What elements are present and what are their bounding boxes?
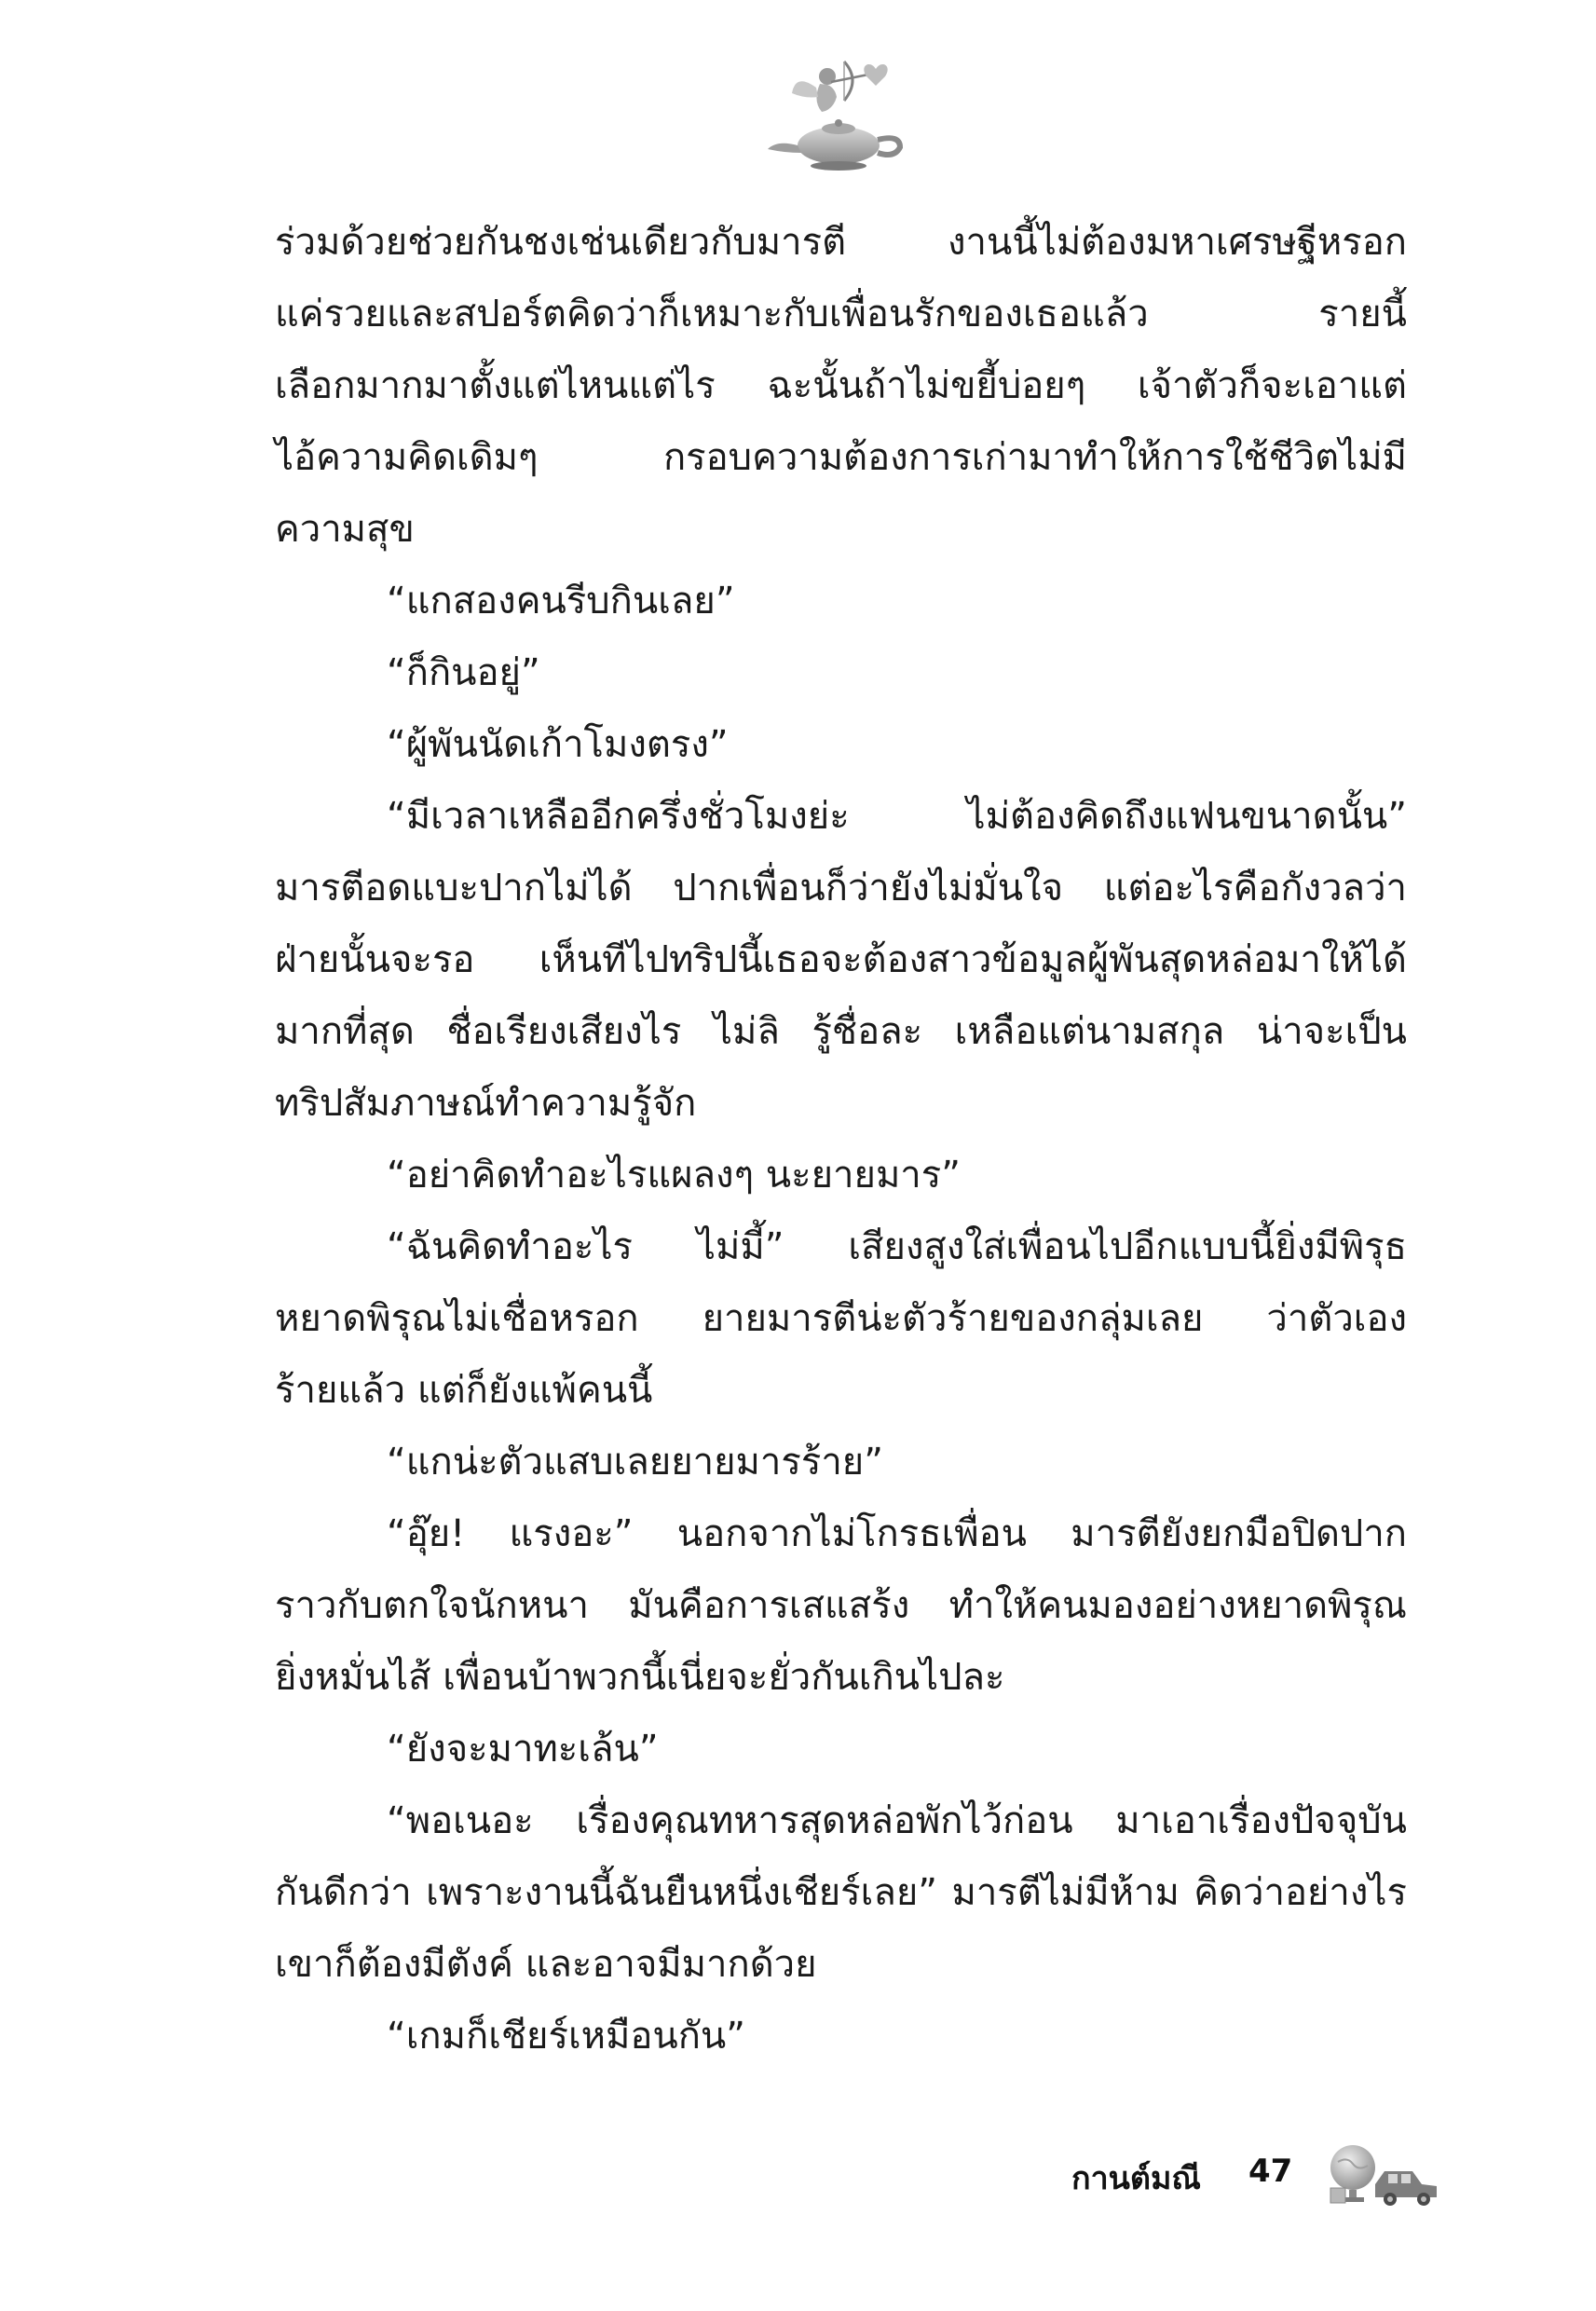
- text-line: หยาดพิรุณไม่เชื่อหรอก ยายมารตีน่ะตัวร้ายของกลุ่มเลย ว่าตัวเอง: [275, 1297, 1407, 1340]
- body-text: [275, 207, 1407, 2072]
- text-line: “แกน่ะตัวแสบเลยยายมารร้าย”: [387, 1441, 883, 1484]
- text-line: ร่วมด้วยช่วยกันชงเช่นเดียวกับมารตี งานนี้ไม่ต้องมหาเศรษฐีหรอก: [275, 221, 1407, 264]
- text-line: แค่รวยและสปอร์ตคิดว่าก็เหมาะกับเพื่อนรักของเธอแล้ว รายนี้: [275, 293, 1407, 335]
- page-number: 47: [1248, 2153, 1293, 2190]
- page-footer: [1071, 2136, 1463, 2210]
- text-line: “มีเวลาเหลืออีกครึ่งชั่วโมงย่ะ ไม่ต้องคิดถึงแฟนขนาดนั้น”: [387, 795, 1407, 838]
- text-line: ร้ายแล้ว แต่ก็ยังแพ้คนนี้: [275, 1369, 653, 1412]
- book-title: กานต์มณี: [1071, 2160, 1201, 2197]
- text-line: “อย่าคิดทำอะไรแผลงๆ นะยายมาร”: [387, 1154, 961, 1197]
- text-line: ไอ้ความคิดเดิมๆ กรอบความต้องการเก่ามาทำให้การใช้ชีวิตไม่มี: [275, 436, 1407, 479]
- cupid-teapot-icon: [764, 56, 913, 177]
- text-line: “พอเนอะ เรื่องคุณทหารสุดหล่อพักไว้ก่อน มาเอาเรื่องปัจจุบัน: [387, 1799, 1407, 1842]
- text-line: “อุ๊ย! แรงอะ” นอกจากไม่โกรธเพื่อน มารตียังยกมือปิดปาก: [387, 1512, 1407, 1555]
- text-line: “ผู้พันนัดเก้าโมงตรง”: [387, 723, 729, 766]
- globe-toy-car-icon: [1323, 2136, 1444, 2210]
- text-line: ทริปสัมภาษณ์ทำความรู้จัก: [275, 1082, 697, 1125]
- text-line: “ฉันคิดทำอะไร ไม่มี้” เสียงสูงใส่เพื่อนไปอีกแบบนี้ยิ่งมีพิรุธ: [387, 1225, 1407, 1268]
- text-line: กันดีกว่า เพราะงานนี้ฉันยืนหนึ่งเชียร์เลย” มารตีไม่มีห้าม คิดว่าอย่างไร: [275, 1871, 1407, 1914]
- text-line: “ยังจะมาทะเล้น”: [387, 1728, 659, 1771]
- text-line: เขาก็ต้องมีตังค์ และอาจมีมากด้วย: [275, 1943, 817, 1986]
- text-line: มารตีอดแบะปากไม่ได้ ปากเพื่อนก็ว่ายังไม่มั่นใจ แต่อะไรคือกังวลว่า: [275, 867, 1407, 909]
- text-line: “แกสองคนรีบกินเลย”: [387, 580, 735, 622]
- text-line: ความสุข: [275, 508, 415, 551]
- text-line: ฝ่ายนั้นจะรอ เห็นทีไปทริปนี้เธอจะต้องสาวข้อมูลผู้พันสุดหล่อมาให้ได้: [275, 938, 1407, 981]
- text-line: เลือกมากมาตั้งแต่ไหนแต่ไร ฉะนั้นถ้าไม่ขยี้บ่อยๆ เจ้าตัวก็จะเอาแต่: [275, 364, 1407, 407]
- text-line: มากที่สุด ชื่อเรียงเสียงไร ไม่ลิ รู้ชื่อละ เหลือแต่นามสกุล น่าจะเป็น: [275, 1010, 1407, 1053]
- text-line: “เกมก็เชียร์เหมือนกัน”: [387, 2015, 745, 2058]
- text-line: ยิ่งหมั่นไส้ เพื่อนบ้าพวกนี้เนี่ยจะยั่วกันเกินไปละ: [275, 1656, 1005, 1699]
- text-line: ราวกับตกใจนักหนา มันคือการเสแสร้ง ทำให้คนมองอย่างหยาดพิรุณ: [275, 1584, 1407, 1627]
- text-line: “ก็กินอยู่”: [387, 651, 540, 694]
